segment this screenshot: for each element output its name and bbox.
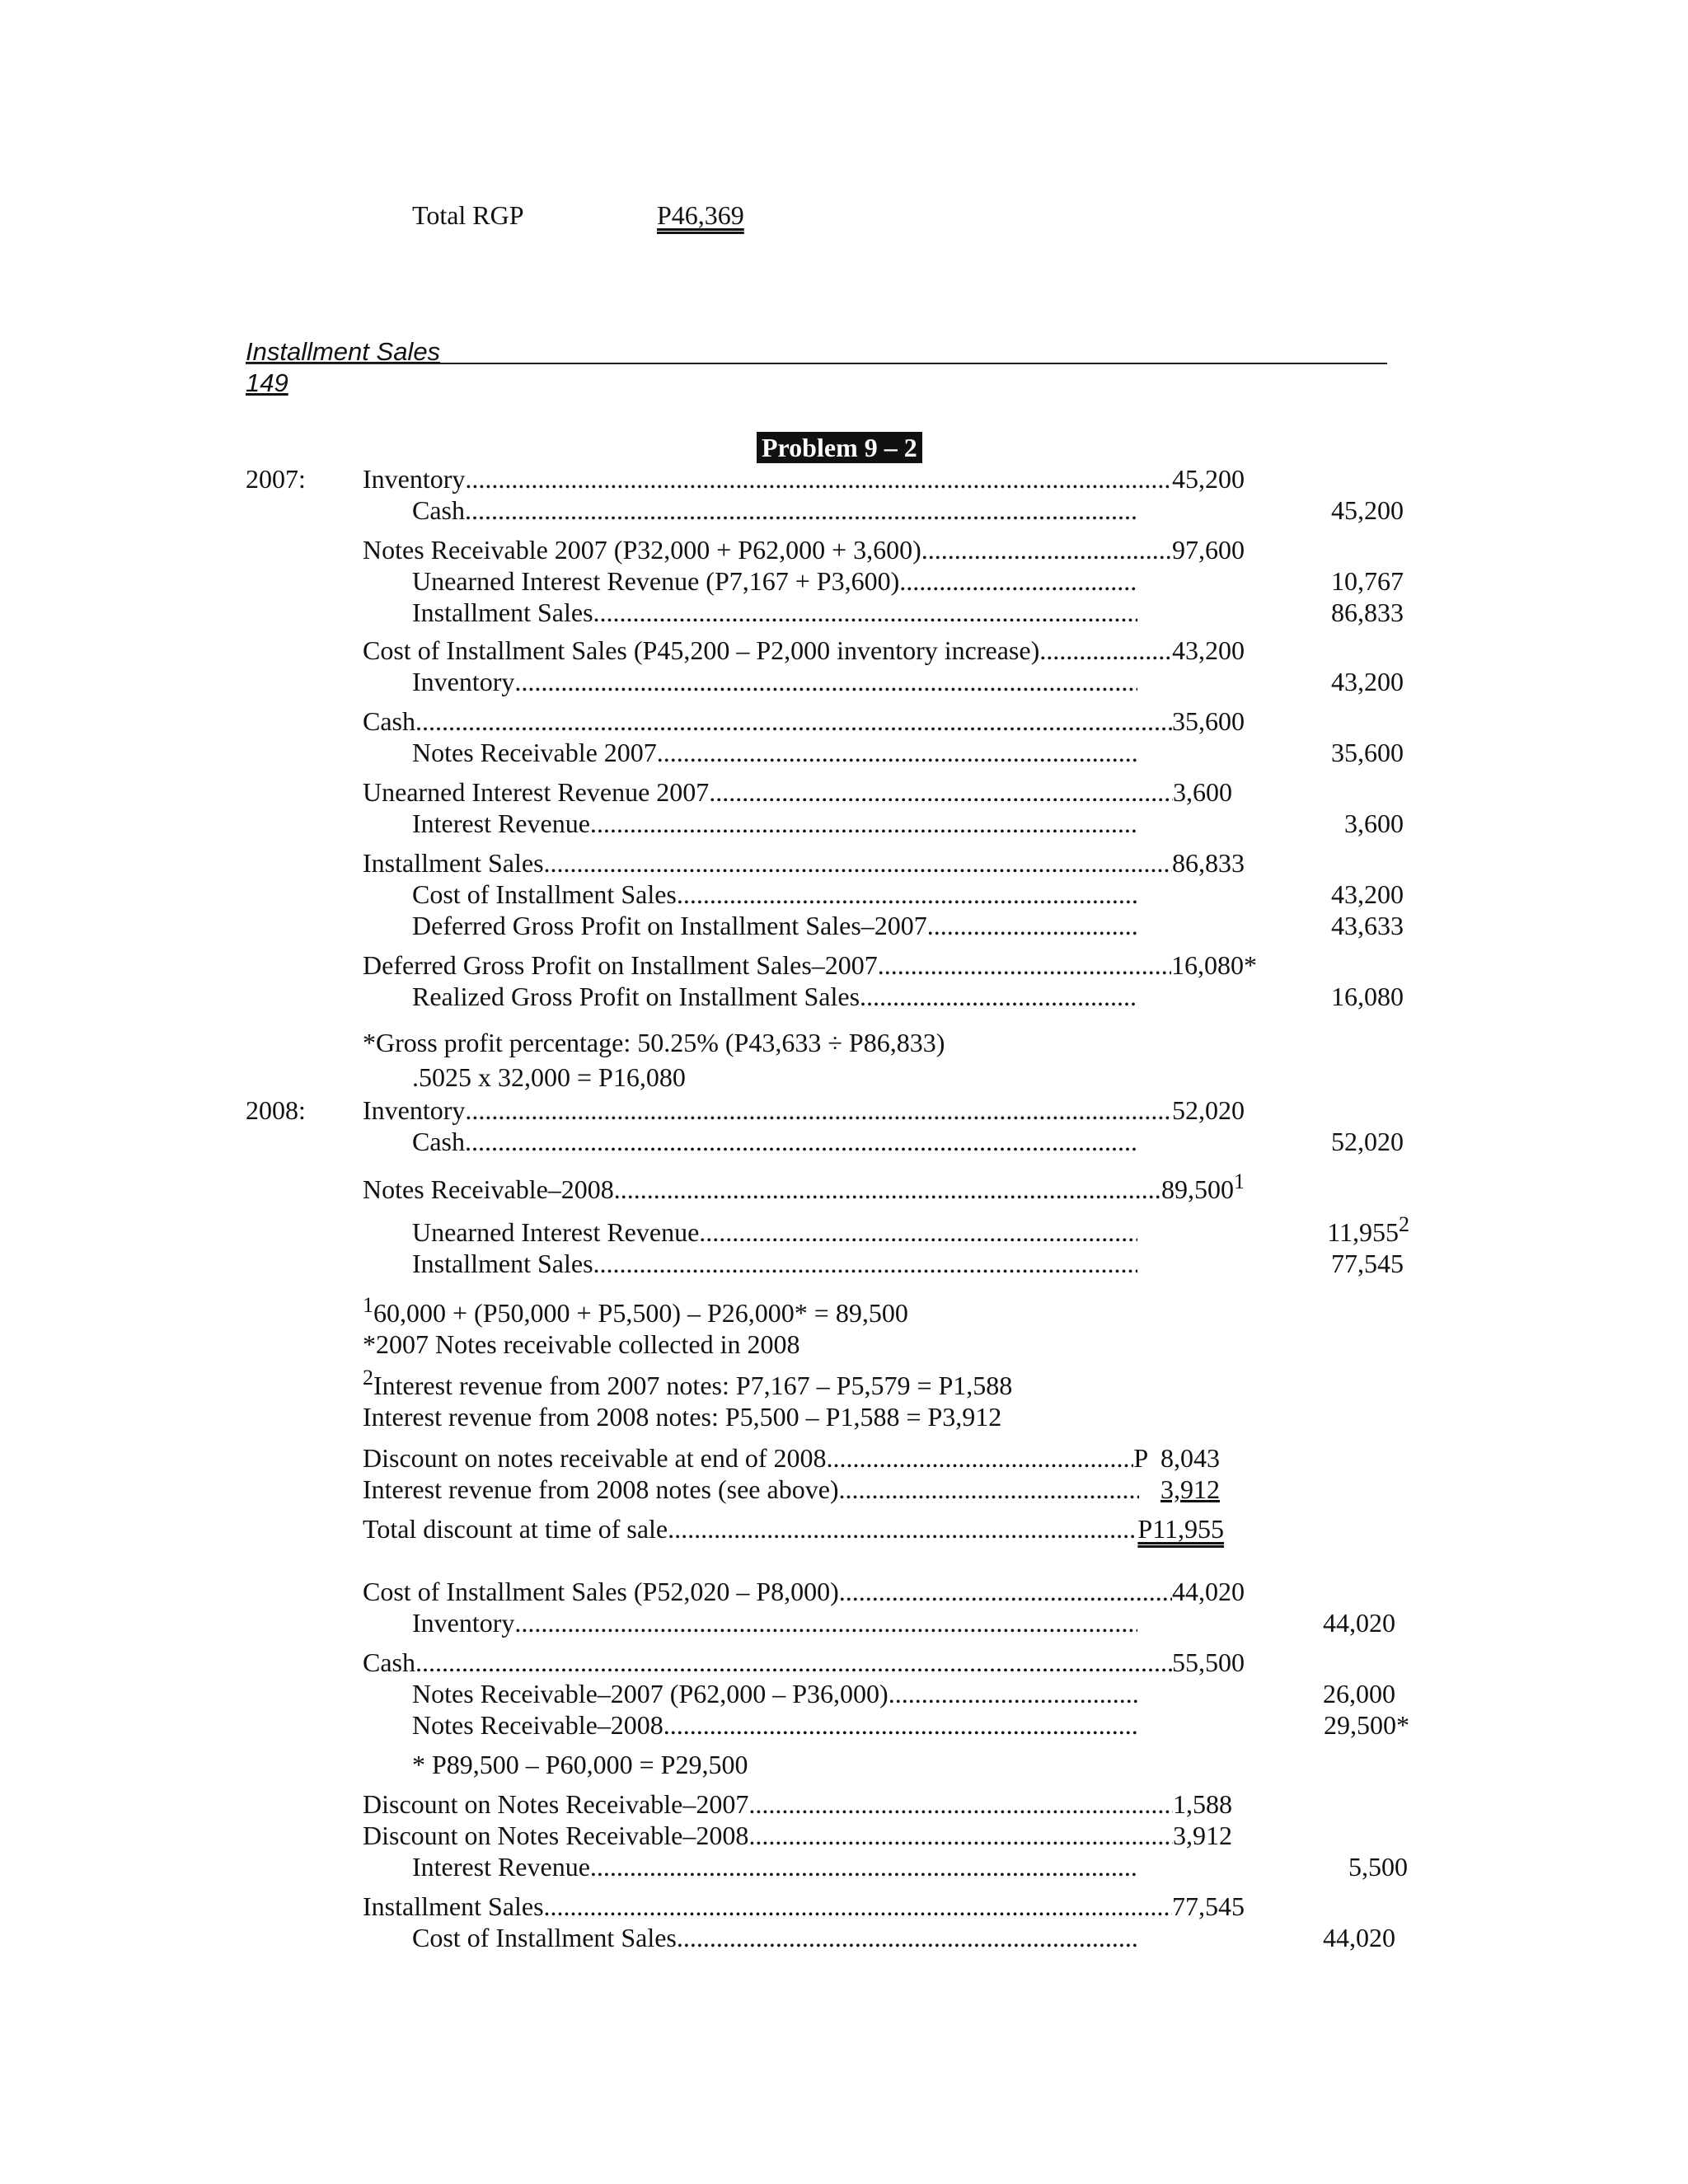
discount-line: Interest revenue from 2008 notes (see above) ..... 3,912 xyxy=(363,1474,1220,1505)
year-2007-label: 2007: xyxy=(246,464,306,494)
journal-credit-line: Deferred Gross Profit on Installment Sales–2007 ..... xyxy=(412,910,1137,941)
journal-debit-line: Cash ..... 55,500 xyxy=(363,1647,1245,1678)
journal-debit-line: Discount on Notes Receivable–2008 ..... 3,912 xyxy=(363,1820,1232,1851)
header-page-number: 149 xyxy=(246,368,288,397)
credit-amount: 29,500* xyxy=(1324,1710,1409,1740)
credit-amount: 44,020 xyxy=(1323,1608,1395,1638)
journal-debit-line: Cost of Installment Sales (P45,200 – P2,000 inventory increase) ..... 43,200 xyxy=(363,635,1245,666)
journal-debit-line: Inventory ..... 45,200 xyxy=(363,463,1245,494)
journal-debit-line: Unearned Interest Revenue 2007 ..... 3,600 xyxy=(363,776,1232,808)
journal-debit-line: Installment Sales ..... 86,833 xyxy=(363,847,1245,879)
journal-credit-line: Interest Revenue ..... xyxy=(412,808,1137,839)
header-title: Installment Sales xyxy=(246,337,441,366)
journal-credit-line: Cash ..... xyxy=(412,1126,1137,1157)
discount-total-line: Total discount at time of sale ..... P11,955 xyxy=(363,1513,1224,1544)
credit-amount: 35,600 xyxy=(1331,738,1404,767)
journal-credit-line: Cost of Installment Sales ..... xyxy=(412,1922,1137,1953)
credit-amount: 86,833 xyxy=(1331,598,1404,627)
journal-credit-line: Installment Sales ..... xyxy=(412,1248,1137,1279)
journal-debit-line: Installment Sales ..... 77,545 xyxy=(363,1891,1245,1922)
credit-amount: 11,955$^2$ xyxy=(1327,1212,1409,1247)
credit-amount: 5,500 xyxy=(1348,1852,1408,1882)
notes-receivable-note: * P89,500 – P60,000 = P29,500 xyxy=(412,1750,748,1779)
journal-credit-line: Installment Sales ..... xyxy=(412,597,1137,628)
journal-credit-line: Interest Revenue ..... xyxy=(412,1851,1137,1882)
credit-amount: 16,080 xyxy=(1331,982,1404,1011)
discount-line: Discount on notes receivable at end of 2008 ..... P 8,043 xyxy=(363,1442,1220,1474)
credit-amount: 45,200 xyxy=(1331,495,1404,525)
journal-debit-line: Notes Receivable–2008 ..... 89,500$^1$ xyxy=(363,1174,1245,1205)
credit-amount: 77,545 xyxy=(1331,1249,1404,1278)
journal-credit-line: Cash ..... xyxy=(412,494,1137,526)
journal-credit-line: Inventory ..... xyxy=(412,666,1137,697)
journal-credit-line: Unearned Interest Revenue ..... xyxy=(412,1216,1137,1248)
total-rgp-value: P46,369 xyxy=(657,200,744,230)
journal-credit-line: Inventory ..... xyxy=(412,1607,1137,1638)
journal-debit-line: Notes Receivable 2007 (P32,000 + P62,000 + 3,600) ..... 97,600 xyxy=(363,534,1245,565)
journal-credit-line: Unearned Interest Revenue (P7,167 + P3,600) ..... xyxy=(412,565,1137,597)
credit-amount: 10,767 xyxy=(1331,566,1404,596)
total-rgp-label: Total RGP xyxy=(412,200,524,230)
journal-credit-line: Realized Gross Profit on Installment Sales ..... xyxy=(412,981,1137,1012)
journal-debit-line: Cost of Installment Sales (P52,020 – P8,000) ..... 44,020 xyxy=(363,1576,1245,1607)
credit-amount: 44,020 xyxy=(1323,1923,1395,1952)
journal-debit-line: Discount on Notes Receivable–2007 ..... 1,588 xyxy=(363,1788,1232,1820)
gross-profit-note: *Gross profit percentage: 50.25% (P43,633 ÷ P86,833) xyxy=(363,1028,945,1057)
credit-amount: 26,000 xyxy=(1323,1679,1395,1708)
journal-credit-line: Notes Receivable–2008 ..... xyxy=(412,1709,1137,1741)
problem-title: Problem 9 – 2 xyxy=(757,432,922,463)
credit-amount: 43,633 xyxy=(1331,911,1404,940)
footnote-2: $^2$Interest revenue from 2007 notes: P7,167 – P5,579 = P1,588 xyxy=(363,1366,1013,1400)
gross-profit-calc: .5025 x 32,000 = P16,080 xyxy=(412,1062,686,1092)
journal-credit-line: Notes Receivable–2007 (P62,000 – P36,000) ..... xyxy=(412,1678,1137,1709)
journal-debit-line: Inventory ..... 52,020 xyxy=(363,1094,1245,1126)
credit-amount: 3,600 xyxy=(1344,808,1404,838)
credit-amount: 52,020 xyxy=(1331,1127,1404,1156)
journal-credit-line: Cost of Installment Sales ..... xyxy=(412,879,1137,910)
footnote-1-note: *2007 Notes receivable collected in 2008 xyxy=(363,1329,800,1359)
year-2008-label: 2008: xyxy=(246,1095,306,1125)
credit-amount: 43,200 xyxy=(1331,667,1404,696)
journal-debit-line: Cash ..... 35,600 xyxy=(363,705,1245,737)
footnote-2-note: Interest revenue from 2008 notes: P5,500 – P1,588 = P3,912 xyxy=(363,1402,1002,1432)
journal-debit-line: Deferred Gross Profit on Installment Sales–2007 ..... 16,080* xyxy=(363,949,1257,981)
header-rule xyxy=(246,363,1387,364)
footnote-1: $^1$60,000 + (P50,000 + P5,500) – P26,000* = 89,500 xyxy=(363,1293,908,1328)
credit-amount: 43,200 xyxy=(1331,879,1404,909)
journal-credit-line: Notes Receivable 2007 ..... xyxy=(412,737,1137,768)
